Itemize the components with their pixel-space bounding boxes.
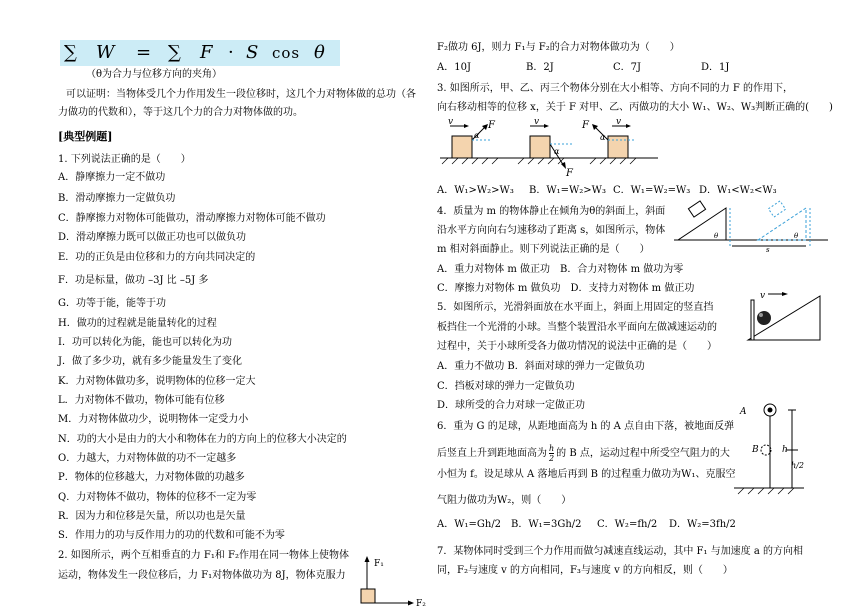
q1-option: B．滑动摩擦力一定做负功: [58, 193, 176, 204]
q3-f-label-1: F: [488, 120, 495, 131]
q1-option: G．功等于能，能等于功: [58, 298, 166, 309]
f1-label: F₁: [374, 559, 384, 569]
proof-line-2: 力做功的代数和），等于这几个力的合力对物体做的功。: [58, 107, 303, 118]
question-6-line-1: 6．重为 G 的足球，从距地面高为 h 的 A 点自由下落，被地面反弹: [437, 421, 735, 432]
q1-option: L．力对物体不做功，物体可能有位移: [58, 395, 225, 406]
q4-options-row-2: C．摩擦力对物体 m 做负功 D．支持力对物体 m 做正功: [437, 283, 695, 294]
q3-blocks-figure: [440, 116, 660, 178]
q6-a-label: A: [740, 407, 747, 417]
question-6-line-2: [437, 444, 730, 463]
q3-alpha-label-1: α: [474, 131, 480, 140]
q3-alpha-label-2: α: [554, 147, 560, 156]
q4-options-row-1: A．重力对物体 m 做正功 B．合力对物体 m 做功为零: [437, 264, 684, 275]
formula-s: S: [246, 42, 260, 63]
q4-theta-label-1: θ: [714, 232, 719, 240]
question-4-line-2: 沿水平方向向右匀速移动了距离 s，如图所示，物体: [437, 225, 666, 236]
question-2-line-2: 运动，物体发生一段位移后，力 F₁对物体做功为 8J，物体克服力: [58, 570, 346, 581]
question-6-line-4: 气阻力做功为W₂，则（ ）: [437, 495, 572, 506]
q6-h-label: h: [782, 445, 788, 455]
formula-dot: ·: [228, 42, 235, 63]
question-6-line-3: 小恒为 f。设足球从 A 落地后再到 B 的过程重力做功为W₁、克服空: [437, 469, 736, 480]
q4-theta-label-2: θ: [794, 232, 799, 240]
proof-line-1: 可以证明：当物体受几个力作用发生一段位移时，这几个力对物体做的总功（各: [66, 89, 416, 100]
formula-theta: θ: [314, 42, 326, 63]
q1-option: E．功的正负是由位移和力的方向共同决定的: [58, 252, 256, 263]
q4-s-label: s: [766, 246, 770, 252]
q1-option: K．力对物体做功多，说明物体的位移一定大: [58, 376, 256, 387]
q3-f-label-3: F: [582, 120, 589, 131]
q3-alpha-label-3: α: [600, 133, 606, 142]
q3-f-label-2: F: [566, 168, 573, 178]
q5-option: D．球所受的合力对球一定做正功: [437, 400, 586, 411]
q1-option: I．功可以转化为能，能也可以转化为功: [58, 337, 232, 348]
question-5-line-3: 过程中，关于小球所受各力做功情况的说法中正确的是（ ）: [437, 341, 717, 352]
q1-option: Q．力对物体不做功，物体的位移不一定为零: [58, 492, 257, 503]
question-3-line-1: 3. 如图所示，甲、乙、丙三个物体分别在大小相等、方向不同的力 F 的作用下，: [437, 83, 794, 94]
q5-ball-figure: [744, 286, 826, 346]
q3-option: D．W₁<W₂<W₃: [699, 185, 777, 196]
q6-text-after: 的 B 点，运动过程中所受空气阻力的大: [556, 448, 730, 459]
q1-option: S．作用力的功与反作用力的功的代数和可能不为零: [58, 530, 285, 541]
sum-symbol-2: ∑: [168, 42, 182, 63]
q1-option: M．力对物体做功少，说明物体一定受力小: [58, 414, 249, 425]
q6-option: C．W₂=fh/2: [597, 519, 658, 530]
q6-option: D．W₂=3fh/2: [669, 519, 736, 530]
work-formula: [60, 40, 340, 66]
h-over-2-fraction: $\frac{h}{2}$: [549, 444, 555, 463]
question-4-line-1: 4．质量为 m 的物体静止在倾角为θ的斜面上，斜面: [437, 206, 666, 217]
q2-option: D．1J: [701, 62, 730, 73]
q1-option: P．物体的位移越大，力对物体做的功越多: [58, 472, 245, 483]
q1-option: A．静摩擦力一定不做功: [58, 172, 166, 183]
sum-symbol: ∑: [64, 42, 78, 63]
section-heading: [典型例题]: [58, 130, 113, 143]
formula-cos: cos: [272, 44, 301, 62]
q5-option: A．重力不做功 B．斜面对球的弹力一定做负功: [437, 361, 645, 372]
q1-option: N．功的大小是由力的大小和物体在力的方向上的位移大小决定的: [58, 434, 347, 445]
q2-option: C．7J: [613, 62, 642, 73]
q1-option: R．因为力和位移是矢量，所以功也是矢量: [58, 511, 246, 522]
q5-option: C．挡板对球的弹力一定做负功: [437, 381, 575, 392]
question-4-line-3: m 相对斜面静止。则下列说法正确的是（ ）: [437, 244, 650, 255]
formula-equals: =: [136, 42, 153, 63]
q1-option: H．做功的过程就是能量转化的过程: [58, 318, 217, 329]
formula-note: （θ为合力与位移方向的夹角）: [86, 69, 223, 80]
q6-h2-label: h/2: [791, 461, 804, 470]
q3-option: B．W₁=W₂>W₃: [529, 185, 606, 196]
formula-w: W: [96, 42, 116, 63]
question-5-line-1: 5．如图所示，光滑斜面放在水平面上，斜面上用固定的竖直挡: [437, 302, 714, 313]
q1-option: J．做了多少功，就有多少能量发生了变化: [58, 356, 243, 367]
question-3-line-2: 向右移动相等的位移 x，关于 F 对甲、乙、丙做功的大小 W₁、W₂、W₃判断正确的( ): [437, 102, 833, 113]
q2-option: A．10J: [437, 62, 471, 73]
q2-force-figure: [352, 553, 438, 607]
q6-b-label: B: [752, 445, 759, 455]
q2-option: B．2J: [526, 62, 554, 73]
q1-option: O．力越大，力对物体做的功不一定越多: [58, 453, 237, 464]
question-1: 1. 下列说法正确的是（ ）: [58, 154, 191, 165]
question-5-line-2: 板挡住一个光滑的小球。当整个装置沿水平面向左做减速运动的: [437, 322, 717, 333]
q6-text-before: 后竖直上升到距地面高为: [437, 448, 547, 459]
q3-v-label-3: v: [616, 117, 622, 127]
q6-option: A．W₁=Gh/2: [437, 519, 502, 530]
question-2-line-3: F₂做功 6J，则力 F₁与 F₂的合力对物体做功为（ ）: [437, 42, 680, 53]
formula-f: F: [200, 42, 214, 63]
q1-option: C．静摩擦力对物体可能做功，滑动摩擦力对物体可能不做功: [58, 213, 326, 224]
q3-option: C．W₁=W₂=W₃: [613, 185, 691, 196]
q6-option: B．W₁=3Gh/2: [511, 519, 582, 530]
q5-v-label: v: [760, 291, 766, 301]
q1-option: F．功是标量，做功 –3J 比 –5J 多: [58, 275, 209, 286]
question-7-line-2: 同，F₂与速度 v 的方向相同，F₃与速度 v 的方向相反，则（ ）: [437, 565, 733, 576]
q3-option: A．W₁>W₂>W₃: [437, 185, 514, 196]
question-2-line-1: 2. 如图所示，两个互相垂直的力 F₁和 F₂作用在同一物体上使物体: [58, 550, 349, 561]
q4-incline-figure: [674, 196, 830, 252]
q3-v-label-1: v: [448, 117, 454, 127]
question-7-line-1: 7．某物体同时受到三个力作用而做匀减速直线运动，其中 F₁ 与加速度 a 的方向相: [437, 546, 803, 557]
q3-v-label-2: v: [534, 117, 540, 127]
f2-label: F₂: [416, 599, 426, 607]
q1-option: D．滑动摩擦力既可以做正功也可以做负功: [58, 232, 247, 243]
q6-football-figure: [734, 400, 804, 496]
